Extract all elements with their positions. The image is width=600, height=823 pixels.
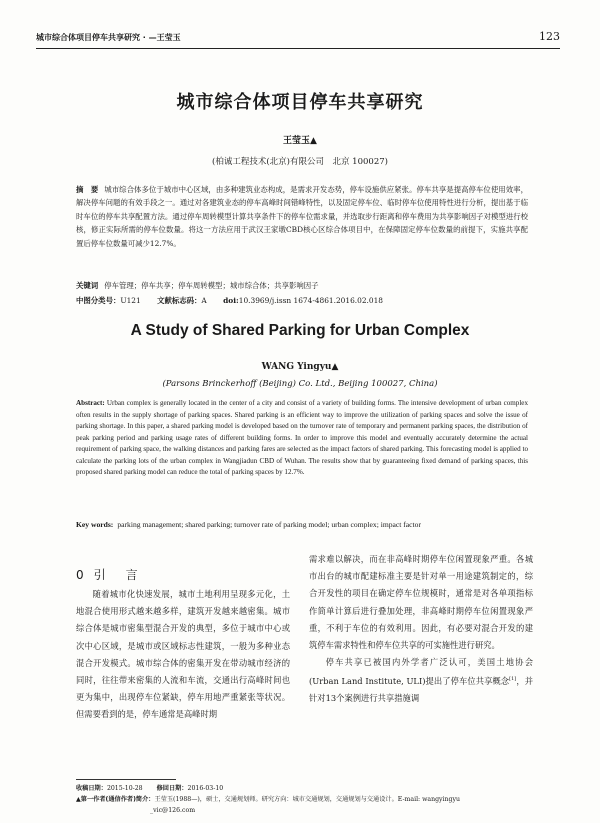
- classification-line: [76, 295, 528, 306]
- chinese-keywords: [76, 280, 528, 291]
- english-abstract: [76, 398, 528, 479]
- chinese-abstract: [76, 183, 528, 250]
- section-title: 引 言: [93, 568, 142, 582]
- running-header: [36, 28, 560, 49]
- section-number: 0: [76, 568, 84, 582]
- footnote-dates: 收稿日期：2015-10-28 修回日期：2016-03-10: [76, 785, 224, 792]
- document-code: 文献标志码：A: [157, 296, 207, 305]
- chinese-abstract-label: 摘 要: [76, 185, 99, 194]
- running-title: 城市综合体项目停车共享研究 · —王莹玉: [36, 33, 181, 42]
- body-column-left: [76, 586, 290, 724]
- paragraph: 停车共享已被国内外学者广泛认可，美国土地协会(Urban Land Institute, ULI)提出了停车位共享概念[1]，并针对13个案例进行共享措施调: [309, 657, 533, 704]
- section-heading: [76, 566, 142, 583]
- english-keywords-label: Key words:: [76, 520, 114, 529]
- footnote-author-bio: ▲第一作者(通信作者)简介：王莹玉(1988—)，硕士，交通规划师。研究方向：城市交通规划，交通规划与交通设计。E-mail: wangyingyu: [76, 796, 460, 803]
- chinese-keywords-label: 关键词: [76, 281, 99, 290]
- chinese-keywords-text: 停车管理；停车共享；停车周转模型；城市综合体；共享影响因子: [104, 281, 319, 290]
- clc-code: 中图分类号：U121: [76, 296, 141, 305]
- english-keywords: [76, 520, 536, 529]
- chinese-affiliation: (柏诚工程技术(北京)有限公司 北京 100027): [212, 157, 388, 167]
- chinese-author: 王莹玉▲: [283, 136, 317, 146]
- english-title: A Study of Shared Parking for Urban Complex: [130, 322, 470, 339]
- footnote-email-tail: _vic@126.com: [150, 807, 196, 814]
- english-keywords-text: parking management; shared parking; turnover rate of parking model; urban complex; impact factor: [117, 520, 421, 529]
- english-abstract-text: Urban complex is generally located in the center of a city and consist of a variety of building forms. The intensive development of urban complex often results in the supply shortage of parking spaces. Shared parking is an efficient way to improve the utilization of parking spaces and solve the issue of parking shortage. In this paper, a shared parking model is developed based on the turnover rate of temporary and permanent parking spaces, the distribution of peak parking period and parking usage rates of different building forms. In order to improve this model and eventually accurately determine the actual requirement of parking space, the walking distances and parking fares are selected as the impact factors of shared parking. This forecasting model is applied to calculate the parking lots of the urban complex in Wangjiadun CBD of Wuhan. The results show that by guaranteeing fixed demand of parking spaces, this proposed shared parking model can reduce the total of parking spaces by 12.7%.: [76, 399, 528, 476]
- page-number: 123: [539, 30, 560, 43]
- english-affiliation: (Parsons Brinckerhoff (Beijing) Co. Ltd., Beijing 100027, China): [162, 379, 438, 389]
- english-abstract-label: Abstract:: [76, 399, 105, 407]
- footnote-rule: [76, 779, 176, 780]
- received-date: 2015-10-28: [106, 785, 143, 792]
- revised-date: 2016-03-10: [187, 785, 224, 792]
- author-bio: 王莹玉(1988—)，硕士，交通规划师。研究方向：城市交通规划，交通规划与交通设计。E-mail: wangyingyu: [154, 796, 460, 803]
- body-column-right: [309, 551, 533, 708]
- chinese-title: 城市综合体项目停车共享研究: [176, 92, 424, 113]
- paragraph: 随着城市化快速发展，城市土地利用呈现多元化，土地混合使用形式越来越多样，建筑开发越来越密集。城市综合体是城市密集型混合开发的典型，多位于城市中心或次中心区域，是城市或区域标志性建筑，一般为多种业态混合开发模式。城市综合体的密集开发在带动城市经济的同时，往往带来密集的人流和车流，交通出行高峰时间也更为集中，出现停车位紧缺，停车用地严重紧张等状况。但需要看到的是，停车通常是高峰时期: [76, 589, 290, 720]
- citation-ref: [1]: [509, 676, 517, 683]
- doi: doi:10.3969/j.issn 1674-4861.2016.02.018: [223, 296, 383, 305]
- paragraph: 需求难以解决，而在非高峰时期停车位闲置现象严重。各城市出台的城市配建标准主要是针对单一用途建筑制定的，综合开发性的项目在确定停车位规模时，通常是对各单项指标作简单计算后进行叠加处理，非高峰时期停车位闲置现象严重，不利于车位的有效利用。因此，有必要对混合开发的建筑停车需求特性和停车位共享的可实施性进行研究。: [309, 554, 533, 651]
- chinese-abstract-text: 城市综合体多位于城市中心区域，由多种建筑业态构成，是需求开发态势，停车设施供应紧张。停车共享是提高停车位使用效率，解决停车问题的有效手段之一。通过对各建筑业态的停车高峰时间错峰特性，以及固定停车位、临时停车位使用特性进行分析，提出基于临时车位的停车共享配置方法。通过停车周转模型计算共享条件下的停车位需求量，并选取步行距离和停车费用为共享影响因子对模型进行校核，修正实际所需的停车位数量。将这一方法应用于武汉王家墩CBD核心区综合体项目中，在保障固定停车位数量的前提下，实施共享配置后停车位数量可减少12.7%。: [76, 185, 528, 248]
- english-author: WANG Yingyu▲: [261, 362, 339, 372]
